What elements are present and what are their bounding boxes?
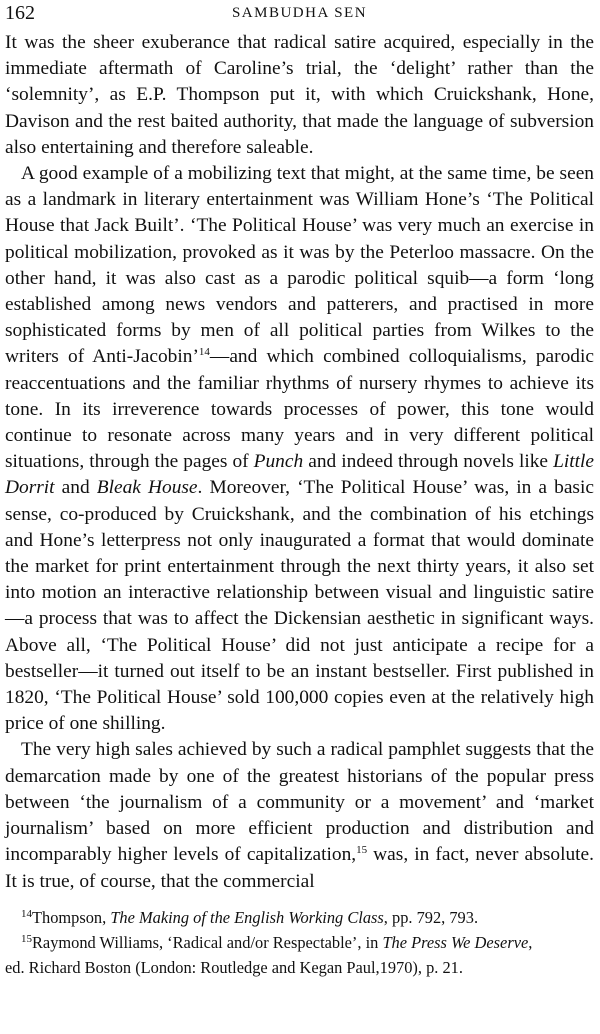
running-head bbox=[5, 0, 594, 30]
paragraph-2-part-a: A good example of a mobilizing text that might, at the same time, be seen as a landmark in literary entertainment was William Hone’s ‘The Political House that Jack Built’. ‘The Political House’ was very much an exercise in political mobilization, provoked as it was by the Peterloo massacre. On the other hand, it was also cast as a parodic political squib—a form ‘long established among news vendors and patterers, and practised in more sophisticated forms by men of all political parties from Wilkes to the writers of Anti-Jacobin’ bbox=[5, 163, 594, 368]
paragraph-2-part-e: . Moreover, ‘The Political House’ was, in a basic sense, co-produced by Cruickshank, and the combination of his etchings and Hone’s letterpress not only inaugurated a format that would dominate the market for print entertainment through the next thirty years, it also set into motion an interactive relationship between visual and linguistic satire—a process that was to affect the Dickensian aesthetic in significant ways. Above all, ‘The Political House’ did not just anticipate a recipe for a bestseller—it turned out itself to be an instant bestseller. First published in 1820, ‘The Political House’ sold 100,000 copies even at the relatively high price of one shilling. bbox=[5, 477, 594, 735]
footnote-14-post: , pp. 792, 793. bbox=[383, 907, 479, 927]
title-little-dorrit: Little Dorrit bbox=[5, 451, 595, 499]
footnote-15-title: The Press We Deserve bbox=[382, 932, 529, 952]
paragraph-1: It was the sheer exuberance that radical satire acquired, especially in the immediate aftermath of Caroline’s trial, the ‘delight’ rather than the ‘solemnity’, as E.P. Thompson put it, with which Cruickshank, Hone, Davison and the rest baited authority, that made the language of subversion also entertaining and therefore saleable. bbox=[5, 32, 594, 158]
footnote-14-pre: Thompson, bbox=[32, 907, 111, 927]
title-bleak-house: Bleak House bbox=[96, 477, 198, 499]
paragraph-3-part-a: The very high sales achieved by such a radical pamphlet suggests that the demarcation made by one of the greatest historians of the popular press between ‘the journalism of a community or a movement’ and ‘market journalism’ based on more efficient production and distribution and incomparably higher levels of capitalization, bbox=[5, 739, 594, 866]
paragraph-2-part-c: and indeed through novels like bbox=[303, 451, 554, 473]
running-title: SAMBUDHA SEN bbox=[231, 5, 368, 21]
page-number: 162 bbox=[5, 2, 35, 24]
footnote-ref-15: 15 bbox=[356, 844, 368, 857]
footnote-14-number: 14 bbox=[21, 907, 32, 920]
paragraph-2-part-d: and bbox=[54, 477, 97, 499]
footnotes bbox=[5, 905, 594, 980]
footnote-15-pre: Raymond Williams, ‘Radical and/or Respectable’, in bbox=[32, 932, 383, 952]
paragraph-3-part-b: was, in fact, never absolute. It is true, of course, that the commercial bbox=[5, 844, 594, 892]
footnote-15-post: , bbox=[528, 932, 533, 952]
paragraph-2 bbox=[5, 161, 594, 737]
footnote-ref-14: 14 bbox=[198, 346, 210, 359]
paragraph-3 bbox=[5, 737, 594, 894]
footnote-14 bbox=[5, 905, 594, 930]
footnote-14-title: The Making of the English Working Class bbox=[110, 907, 384, 927]
footnote-15-continuation: ed. Richard Boston (London: Routledge and Kegan Paul,1970), p. 21. bbox=[5, 957, 463, 977]
body-text bbox=[5, 30, 594, 895]
footnote-15-number: 15 bbox=[21, 932, 32, 945]
title-punch: Punch bbox=[253, 451, 304, 473]
paragraph-2-part-b: —and which combined colloquialisms, parodic reaccentuations and the familiar rhythms of nursery rhymes to achieve its tone. In its irreverence towards processes of power, this tone would continue to resonate across many years and in very different political situations, through the pages of bbox=[5, 346, 594, 473]
footnote-15 bbox=[5, 930, 594, 955]
